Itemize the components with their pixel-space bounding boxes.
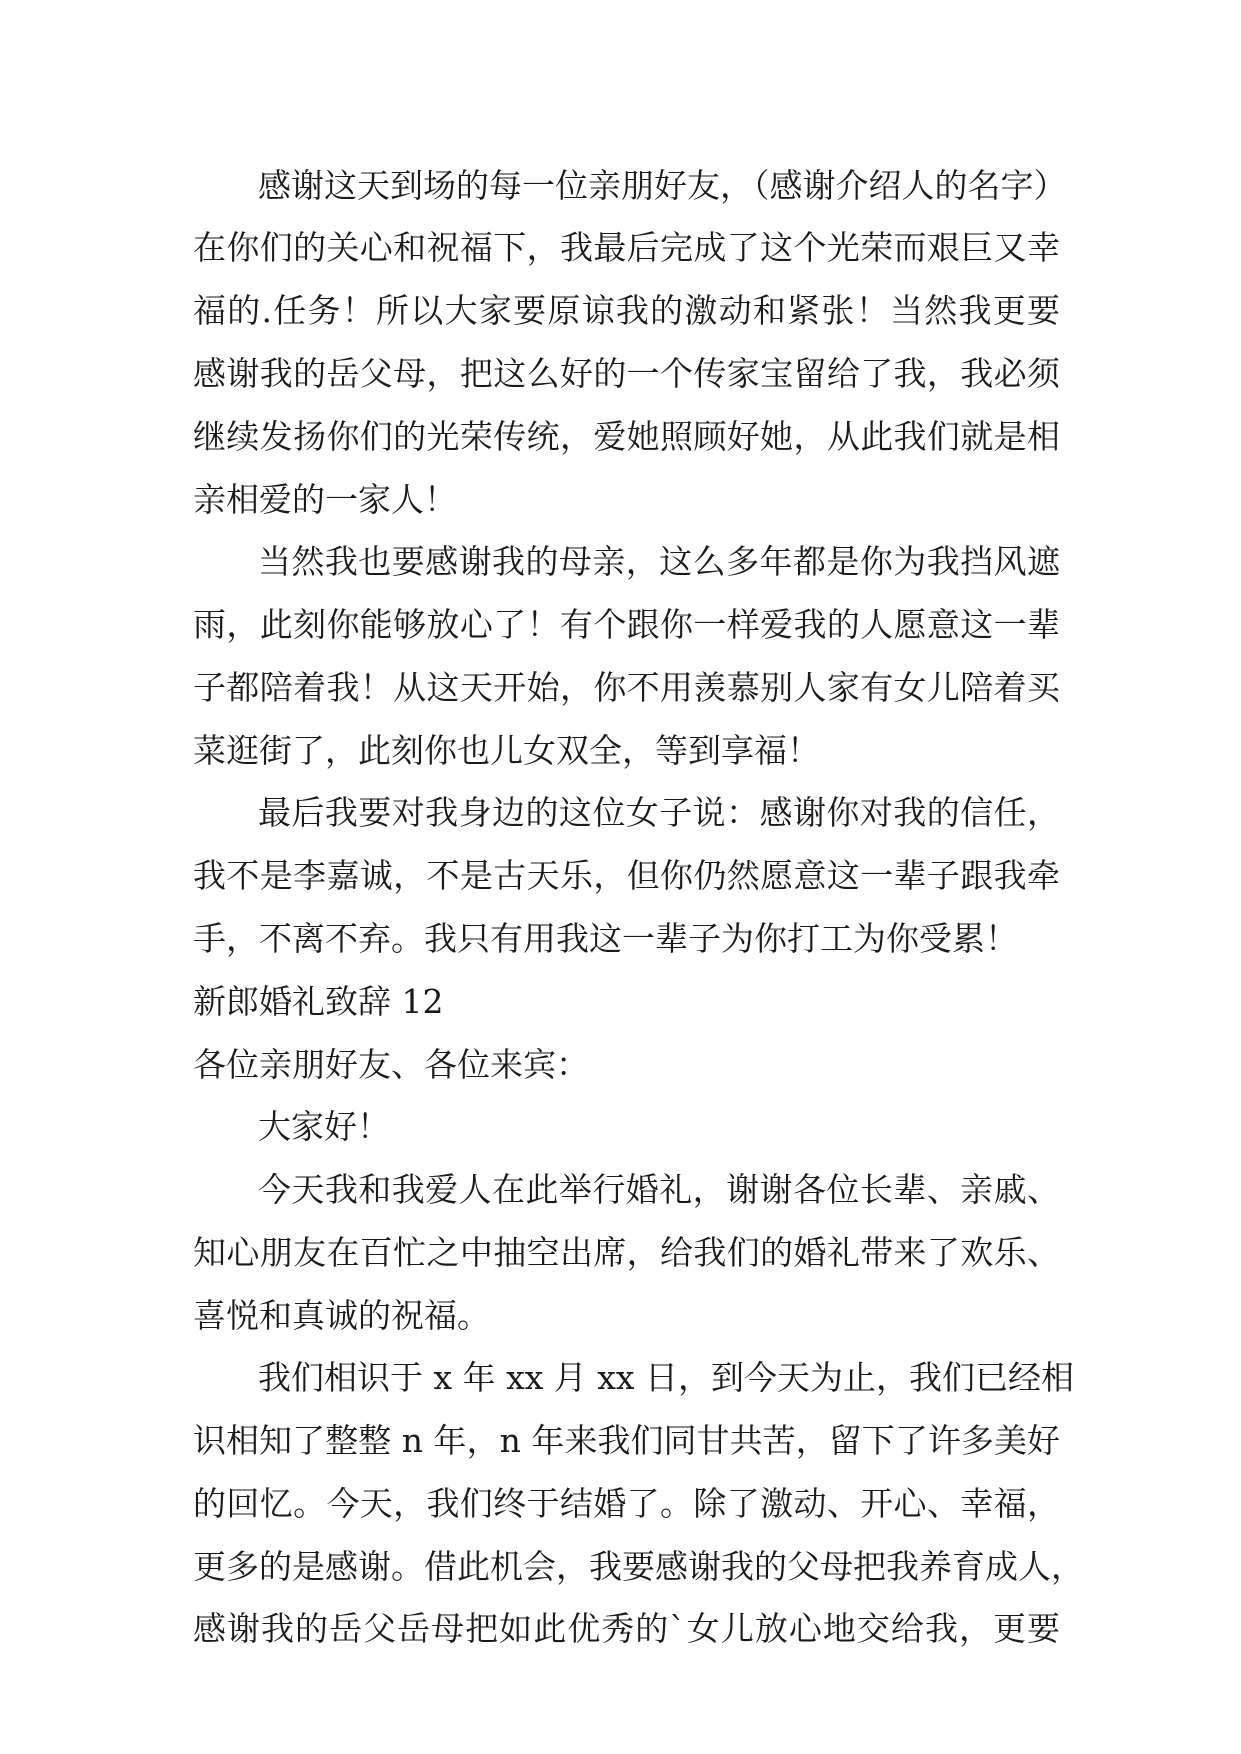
paragraph-line: 今天我和我爱人在此举行婚礼，谢谢各位长辈、亲戚、: [258, 1170, 1060, 1209]
paragraph-line: 感谢我的岳父母，把这么好的一个传家宝留给了我，我必须: [193, 354, 1060, 393]
paragraph-line: 知心朋友在百忙之中抽空出席，给我们的婚礼带来了欢乐、: [193, 1233, 1060, 1272]
paragraph-line: 继续发扬你们的光荣传统，爱她照顾好她，从此我们就是相: [193, 417, 1060, 456]
paragraph-line: 识相知了整整 n 年，n 年来我们同甘共苦，留下了许多美好: [193, 1421, 1060, 1460]
paragraph-line: 子都陪着我！从这天开始，你不用羡慕别人家有女儿陪着买: [193, 668, 1060, 707]
paragraph-line: 的回忆。今天，我们终于结婚了。除了激动、开心、幸福，: [193, 1484, 1060, 1523]
paragraph-line: 当然我也要感谢我的母亲，这么多年都是你为我挡风遮: [258, 542, 1060, 581]
paragraph-line: 菜逛街了，此刻你也儿女双全，等到享福！: [193, 731, 820, 770]
paragraph-line: 最后我要对我身边的这位女子说：感谢你对我的信任，: [258, 793, 1060, 832]
paragraph-line: 喜悦和真诚的祝福。: [193, 1296, 490, 1335]
paragraph-line: 在你们的关心和祝福下，我最后完成了这个光荣而艰巨又幸: [193, 228, 1060, 267]
paragraph-line: 福的.任务！所以大家要原谅我的激动和紧张！当然我更要: [193, 291, 1060, 330]
paragraph-line: 手，不离不弃。我只有用我这一辈子为你打工为你受累！: [193, 919, 1018, 958]
paragraph-line: 更多的是感谢。借此机会，我要感谢我的父母把我养育成人，: [193, 1547, 1084, 1586]
salutation-line: 各位亲朋好友、各位来宾：: [193, 1045, 589, 1084]
section-heading: 新郎婚礼致辞 12: [193, 982, 444, 1021]
paragraph-line: 感谢我的岳父岳母把如此优秀的`女儿放心地交给我，更要: [193, 1609, 1060, 1648]
paragraph-line: 亲相爱的一家人！: [193, 480, 457, 519]
paragraph-line: 我不是李嘉诚，不是古天乐，但你仍然愿意这一辈子跟我牵: [193, 856, 1060, 895]
paragraph-line: 感谢这天到场的每一位亲朋好友，（感谢介绍人的名字）: [258, 166, 1067, 205]
greeting-line: 大家好！: [258, 1107, 390, 1146]
paragraph-line: 我们相识于 x 年 xx 月 xx 日，到今天为止，我们已经相: [258, 1358, 1074, 1397]
paragraph-line: 雨，此刻你能够放心了！有个跟你一样爱我的人愿意这一辈: [193, 605, 1060, 644]
